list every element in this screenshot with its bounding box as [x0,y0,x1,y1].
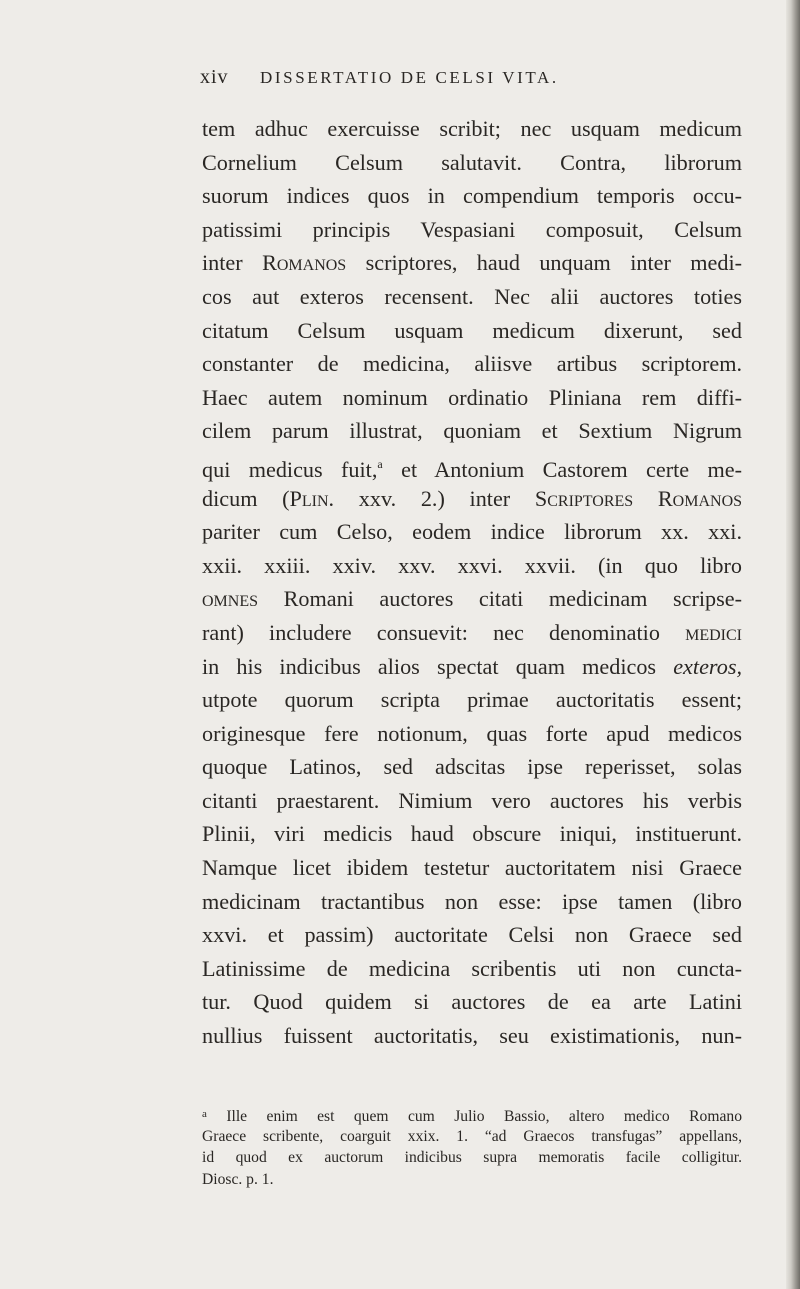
small-caps-term: medici [685,619,742,645]
small-caps-term: Romanos [262,250,347,276]
text-line: utpote quorum scripta primae auctoritatis essent; [202,687,742,713]
text-line: suorum indices quos in compendium temporis occu- [202,183,742,209]
footnote-line: Diosc. p. 1. [202,1170,274,1188]
running-head: DISSERTATIO DE CELSI VITA. [260,68,559,87]
footnote-mark: a [202,1108,207,1120]
text-line: Namque licet ibidem testetur auctoritatem nisi Graece [202,855,742,881]
page-header [200,66,760,96]
text-line: cilem parum illustrat, quoniam et Sextium Nigrum [202,418,742,444]
text-line: pariter cum Celso, eodem indice librorum xx. xxi. [202,519,742,545]
text-line: originesque fere notionum, quas forte apud medicos [202,720,742,746]
text-line: nullius fuissent auctoritatis, seu existimationis, nun- [202,1023,742,1049]
text-line: inter Romanos scriptores, haud unquam inter medi- [202,250,742,276]
small-caps-term: Scriptores [534,485,634,511]
text-line: qui medicus fuit,$^a$ et Antonium Castorem certe me- [202,456,742,482]
text-line: dicum (Plin. xxv. 2.) inter Scriptores Romanos [202,485,743,511]
text-line: tem adhuc exercuisse scribit; nec usquam medicum [202,116,742,141]
page-edge-shadow [786,0,800,1289]
footnote [202,1104,742,1190]
text-line: citanti praestarent. Nimium vero auctores his verbis [202,787,742,813]
text-line: Cornelium Celsum salutavit. Contra, librorum [202,149,742,175]
text-line: rant) includere consuevit: nec denominatio medici [202,619,742,645]
text-line: constanter de medicina, aliisve artibus scriptorem. [202,351,742,377]
text-line: tur. Quod quidem si auctores de ea arte Latini [202,989,742,1015]
small-caps-term: omnes [202,586,259,612]
page-number: xiv [200,66,229,88]
text-line: quoque Latinos, sed adscitas ipse reperisset, solas [202,754,742,780]
text-line: omnes Romani auctores citati medicinam scripse- [202,586,742,612]
footnote-line: $^a$ Ille enim est quem cum Julio Bassio, altero medico Romano [202,1108,742,1125]
text-line: medicinam tractantibus non esse: ipse tamen (libro [202,888,742,914]
text-line: xxvi. et passim) auctoritate Celsi non Graece sed [202,922,742,948]
text-line: xxii. xxiii. xxiv. xxv. xxvi. xxvii. (in quo libro [202,552,742,578]
footnote-line: Graece scribente, coarguit xxix. 1. “ad Graecos transfugas” appellans, [202,1127,742,1145]
text-line: Haec autem nominum ordinatio Pliniana rem diffi- [202,384,742,410]
text-line: Latinissime de medicina scribentis uti non cuncta- [202,955,742,981]
text-line: cos aut exteros recensent. Nec alii auctores toties [202,283,742,309]
small-caps-term: Romanos [657,485,743,511]
text-line: patissimi principis Vespasiani composuit, Celsum [202,216,742,242]
text-line: Plinii, viri medicis haud obscure iniqui, instituerunt. [202,821,742,847]
italic-term: exteros, [673,653,742,679]
main-text [202,112,742,1053]
text-line: in his indicibus alios spectat quam medicos exteros, [202,653,742,679]
text-line: citatum Celsum usquam medicum dixerunt, sed [202,317,742,343]
citation-author: Plin. [289,485,335,511]
footnote-reference: a [377,456,383,471]
footnote-line: id quod ex auctorum indicibus supra memoratis facile colligitur. [202,1149,742,1166]
